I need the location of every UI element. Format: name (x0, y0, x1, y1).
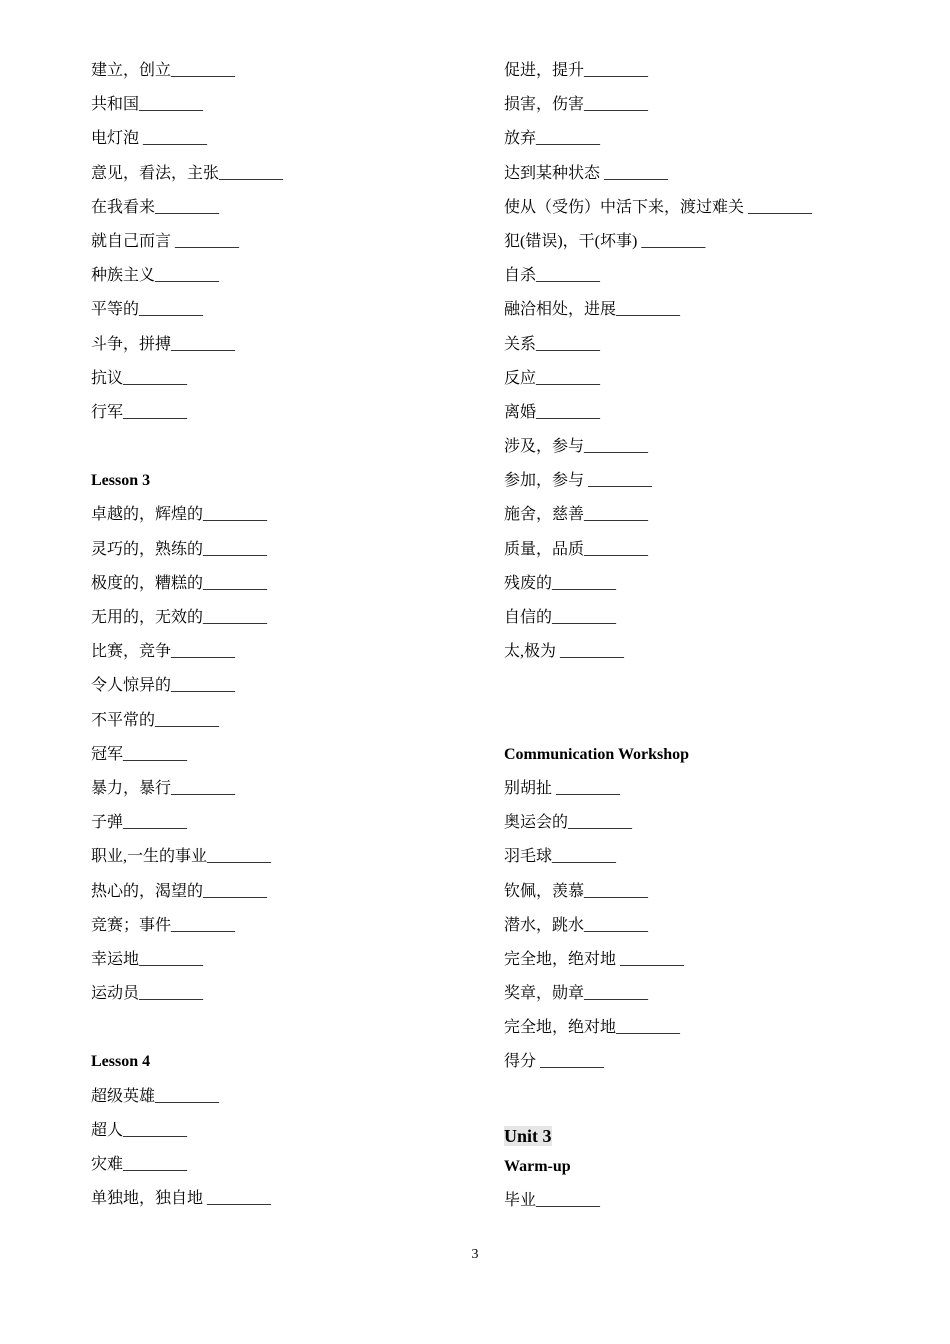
vocab-item: 建立，创立________ (91, 62, 236, 79)
vocab-item: 犯(错误)，干(坏事) ________ (504, 232, 706, 250)
vocab-item: 关系________ (504, 335, 601, 353)
unit-heading-text: Unit 3 (504, 1125, 552, 1146)
vocab-item: 在我看来________ (91, 198, 220, 216)
vocab-item: 抗议________ (91, 369, 188, 387)
right-spacer (504, 708, 904, 742)
vocab-item: 达到某种状态 ________ (504, 164, 669, 182)
vocab-item: 极度的，糟糕的________ (91, 574, 268, 592)
vocab-item: 自杀________ (504, 267, 601, 285)
vocab-item: 钦佩，羡慕________ (504, 882, 649, 900)
vocab-item: 幸运地________ (91, 950, 204, 968)
vocab-item: 斗争，拼搏________ (91, 335, 236, 353)
vocab-item: 灵巧的，熟练的________ (91, 540, 268, 558)
vocab-item: 意见，看法，主张________ (91, 164, 284, 182)
vocab-item: 卓越的，辉煌的________ (91, 506, 268, 524)
section-heading: Warm-up (504, 1157, 571, 1175)
vocab-item: 太,极为 ________ (504, 643, 625, 661)
vocab-item: 羽毛球________ (504, 848, 617, 866)
section-heading: Lesson 3 (91, 472, 151, 490)
vocab-item: 竞赛；事件________ (91, 916, 236, 934)
vocab-item: 超人________ (91, 1121, 188, 1139)
vocab-item: 残废的________ (504, 574, 617, 592)
vocab-item: 放弃________ (504, 130, 601, 148)
vocab-item: 离婚________ (504, 403, 601, 421)
vocab-item: 比赛，竞争________ (91, 643, 236, 661)
left-spacer (91, 434, 471, 468)
section-heading: Lesson 4 (91, 1053, 151, 1071)
vocab-item: 行军________ (91, 403, 188, 421)
vocab-item: 使从（受伤）中活下来，渡过难关 ________ (504, 198, 813, 216)
vocab-item: 就自己而言 ________ (91, 232, 240, 250)
vocab-item: 促进，提升________ (504, 62, 649, 79)
vocab-item: 共和国________ (91, 96, 204, 114)
section-heading: Communication Workshop (504, 745, 690, 763)
vocab-item: 单独地，独自地 ________ (91, 1190, 272, 1208)
vocab-item: 平等的________ (91, 301, 204, 319)
vocab-item: 涉及，参与________ (504, 438, 649, 456)
vocab-item: 灾难________ (91, 1156, 188, 1173)
vocab-item: 融洽相处，进展________ (504, 301, 681, 319)
vocab-item: 暴力，暴行________ (91, 779, 236, 797)
vocab-item: 质量，品质________ (504, 540, 649, 558)
vocab-item: 毕业________ (504, 1192, 601, 1209)
right-spacer (504, 673, 904, 707)
left-column (91, 58, 471, 1220)
vocab-item: 无用的，无效的________ (91, 609, 268, 626)
vocab-item: 热心的，渴望的________ (91, 882, 268, 900)
vocab-item: 反应________ (504, 369, 601, 387)
vocab-item: 运动员________ (91, 985, 204, 1003)
vocab-item: 令人惊异的________ (91, 677, 236, 695)
vocab-item: 参加，参与 ________ (504, 472, 653, 490)
right-column (504, 58, 904, 1222)
right-spacer (504, 1084, 904, 1118)
vocab-item: 奖章，勋章________ (504, 985, 649, 1003)
vocab-item: 电灯泡 ________ (91, 130, 208, 148)
vocab-item: 得分 ________ (504, 1053, 605, 1071)
vocab-item: 潜水，跳水________ (504, 916, 649, 934)
vocab-item: 职业,一生的事业________ (91, 848, 272, 866)
page-number: 3 (471, 1247, 479, 1262)
vocab-item: 冠军________ (91, 745, 188, 763)
vocab-item: 子弹________ (91, 814, 188, 832)
vocab-item: 施舍，慈善________ (504, 506, 649, 524)
vocab-item: 完全地，绝对地________ (504, 1019, 681, 1037)
vocab-item: 不平常的________ (91, 711, 220, 729)
unit-heading (504, 1118, 904, 1154)
vocab-item: 别胡扯 ________ (504, 779, 621, 797)
vocab-item: 奥运会的________ (504, 814, 633, 832)
vocab-item: 种族主义________ (91, 267, 220, 285)
vocab-item: 损害，伤害________ (504, 96, 649, 114)
vocab-item: 完全地，绝对地 ________ (504, 950, 685, 968)
vocab-item: 自信的________ (504, 609, 617, 626)
vocab-item: 超级英雄________ (91, 1087, 220, 1105)
left-spacer (91, 1015, 471, 1049)
